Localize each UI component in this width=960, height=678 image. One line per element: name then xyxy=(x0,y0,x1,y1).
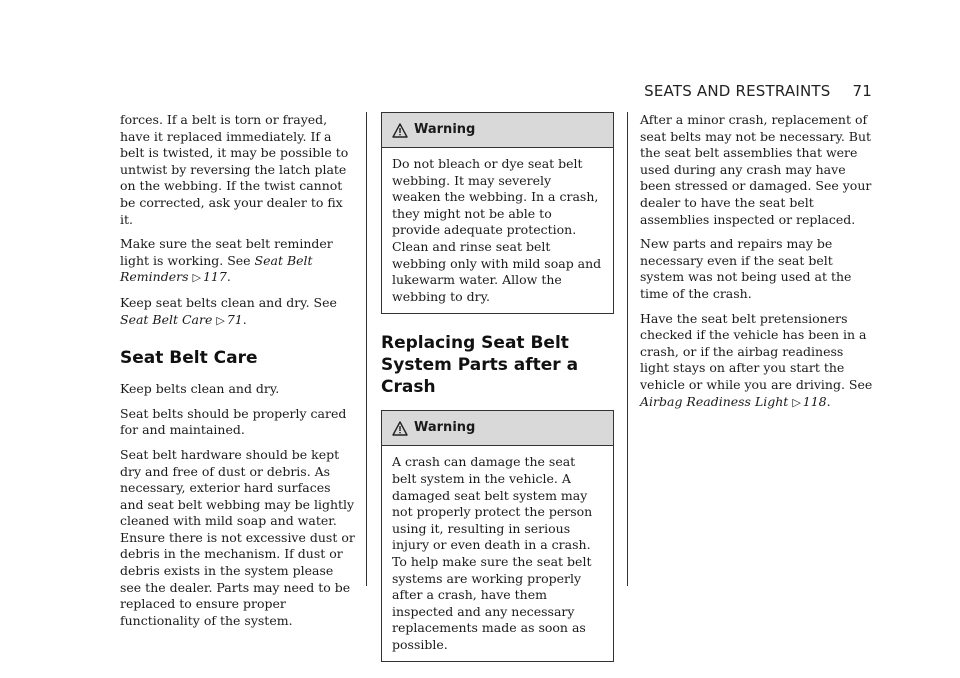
link-seat-belt-care[interactable]: Seat Belt Care xyxy=(120,311,213,327)
page-ref[interactable]: ▷ 117. xyxy=(192,269,231,285)
warning-body: A crash can damage the seat belt system in the vehicle. A damaged seat belt system may not properly protect the person using it, resulting in serious injury or even death in a crash. To help make sure the seat belt systems are working properly after a crash, have them inspected and any necessary replacements made as soon as possible. xyxy=(392,454,593,652)
running-header xyxy=(644,82,872,100)
column-divider-2 xyxy=(627,112,628,586)
column-3 xyxy=(640,112,876,419)
paragraph-text: Make sure the seat belt reminder light is working. See xyxy=(120,236,333,268)
paragraph-reminder-light xyxy=(120,236,356,287)
paragraph-text: Have the seat belt pretensioners checked if the vehicle has been in a crash, or if the airbag readiness light stays on after you start the vehicle or while you are driving. See xyxy=(640,310,873,392)
paragraph-belt-torn: forces. If a belt is torn or frayed, have it replaced immediately. If a belt is twisted, it may be possible to untwist by reversing the latch plate on the webbing. If the twist cannot be corrected, ask your dealer to fix it. xyxy=(120,112,349,227)
warning-title: Warning xyxy=(414,121,476,137)
warning-box-crash xyxy=(381,410,614,662)
warning-header xyxy=(382,113,613,148)
page-ref-number: 117 xyxy=(202,269,227,285)
warning-triangle-icon xyxy=(392,421,408,436)
section-heading-seat-belt-care: Seat Belt Care xyxy=(120,348,258,369)
paragraph-new-parts: New parts and repairs may be necessary even if the seat belt system was not being used at the time of the crash. xyxy=(640,236,852,301)
paragraph-pretensioners xyxy=(640,311,876,412)
section-heading-replacing-parts: Replacing Seat Belt System Parts after a Crash xyxy=(381,333,579,398)
section-title: SEATS AND RESTRAINTS xyxy=(644,82,831,100)
paragraph-minor-crash: After a minor crash, replacement of seat belts may not be necessary. But the seat belt assemblies that were used during any crash may have been stressed or damaged. See your dealer to have the seat belt assemblies inspected or replaced. xyxy=(640,112,872,227)
warning-header xyxy=(382,411,613,446)
page-ref-arrow-icon: ▷ xyxy=(792,395,801,409)
page-ref-arrow-icon: ▷ xyxy=(192,271,201,285)
page-ref-arrow-icon: ▷ xyxy=(216,313,225,327)
column-1 xyxy=(120,112,356,637)
page-number: 71 xyxy=(852,82,872,100)
warning-box-bleach xyxy=(381,112,614,314)
paragraph-care: Seat belts should be properly cared for and maintained. xyxy=(120,405,347,438)
link-airbag-readiness-light[interactable]: Airbag Readiness Light xyxy=(640,393,789,409)
page-ref-number: 71 xyxy=(226,311,243,327)
page-ref[interactable]: ▷ 71. xyxy=(216,311,247,327)
paragraph-hardware: Seat belt hardware should be kept dry and free of dust or debris. As necessary, exterior hard surfaces and seat belt webbing may be lightly cleaned with mild soap and water. Ensure there is not excessive dust or debris in the mechanism. If dust or debris exists in the system please see the dealer. Parts may need to be replaced to ensure proper functionality of the system. xyxy=(120,446,355,628)
paragraph-keep-dry: Keep belts clean and dry. xyxy=(120,381,280,397)
link-seat-belt-reminders[interactable]: Seat Belt Reminders xyxy=(120,252,313,285)
warning-title: Warning xyxy=(414,420,476,436)
column-2 xyxy=(381,112,614,668)
page-ref-number: 118 xyxy=(802,393,827,409)
page-ref[interactable]: ▷ 118. xyxy=(792,393,831,409)
paragraph-keep-clean xyxy=(120,295,356,329)
warning-body: Do not bleach or dye seat belt webbing. It may severely weaken the webbing. In a crash, they might not be able to provide adequate protection. Clean and rinse seat belt webbing only with mild soap and lukewarm water. Allow the webbing to dry. xyxy=(392,156,602,304)
paragraph-text: Keep seat belts clean and dry. See xyxy=(120,294,337,310)
warning-triangle-icon xyxy=(392,123,408,138)
column-divider-1 xyxy=(366,112,367,586)
